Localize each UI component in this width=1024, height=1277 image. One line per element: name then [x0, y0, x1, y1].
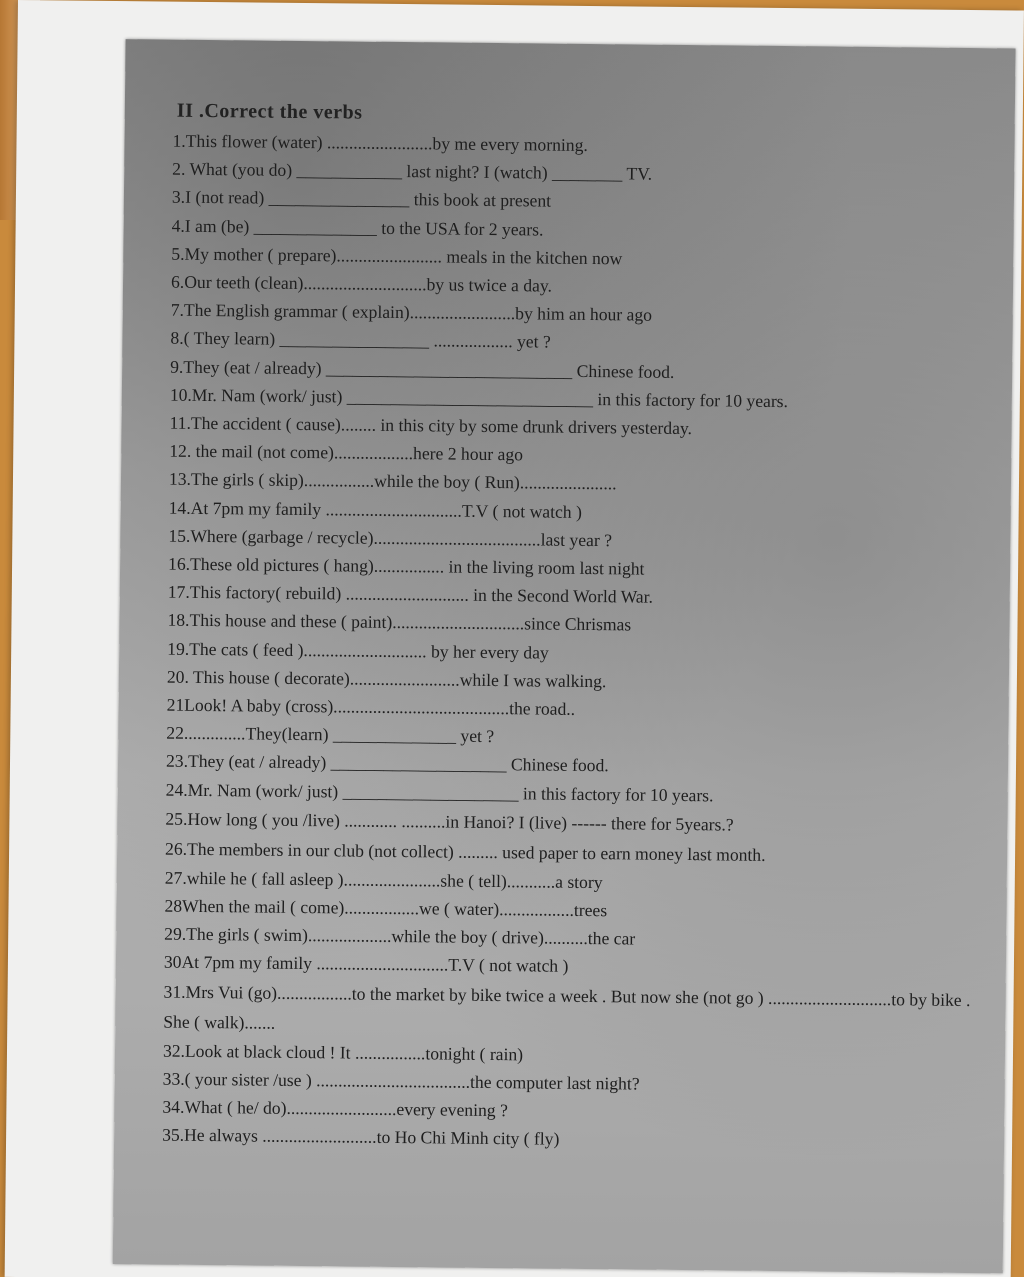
- exercise-item-21: 21Look! A baby (cross)........................................the road..: [166, 694, 576, 719]
- exercise-item-7: 7.The English grammar ( explain)........................by him an hour ago: [170, 299, 653, 325]
- exercise-item-16: 16.These old pictures ( hang)................ in the living room last night: [168, 553, 645, 579]
- exercise-item-15: 15.Where (garbage / recycle)......................................last year ?: [168, 525, 613, 551]
- exercise-item-34: 34.What ( he/ do).........................every evening ?: [162, 1096, 508, 1121]
- exercise-item-8: 8.( They learn) _________________ .................. yet ?: [170, 328, 551, 353]
- exercise-list: [162, 127, 1003, 1158]
- exercise-item-14: 14.At 7pm my family ...............................T.V ( not watch ): [168, 497, 583, 522]
- exercise-item-30: 30At 7pm my family ..............................T.V ( not watch ): [163, 952, 569, 977]
- exercise-item-27: 27.while he ( fall asleep )......................she ( tell)...........a story: [164, 867, 603, 893]
- exercise-item-13: 13.The girls ( skip)................while the boy ( Run)......................: [168, 469, 617, 494]
- exercise-item-24: 24.Mr. Nam (work/ just) ____________________ in this factory for 10 years.: [165, 779, 714, 805]
- exercise-item-22: 22..............They(learn) ______________ yet ?: [166, 722, 495, 747]
- exercise-item-33: 33.( your sister /use ) ...................................the computer last night?: [162, 1068, 640, 1094]
- exercise-item-19: 19.The cats ( feed )............................ by her every day: [167, 638, 549, 663]
- exercise-item-20: 20. This house ( decorate).........................while I was walking.: [166, 666, 607, 692]
- exercise-item-6: 6.Our teeth (clean)............................by us twice a day.: [170, 271, 553, 296]
- exercise-item-31: 31.Mrs Vui (go).................to the market by bike twice a week . But now she (not go ) ............................to by bike . She ( walk).......: [163, 981, 971, 1033]
- exercise-item-3: 3.I (not read) ________________ this book at present: [171, 187, 552, 211]
- section-title: II .Correct the verbs: [176, 99, 363, 124]
- exercise-item-23: 23.They (eat / already) ____________________ Chinese food.: [165, 751, 609, 776]
- exercise-item-4: 4.I am (be) ______________ to the USA for 2 years.: [171, 215, 544, 240]
- exercise-item-12: 12. the mail (not come)..................here 2 hour ago: [169, 440, 524, 465]
- worksheet: [113, 39, 1016, 1273]
- exercise-item-10: 10.Mr. Nam (work/ just) ____________________________ in this factory for 10 years.: [169, 384, 789, 411]
- worksheet-content: [162, 100, 1003, 1158]
- exercise-item-18: 18.This house and these ( paint)..............................since Chrismas: [167, 610, 632, 635]
- exercise-item-28: 28When the mail ( come).................we ( water).................trees: [164, 895, 608, 921]
- photo-paper: [5, 0, 1024, 1277]
- exercise-item-29: 29.The girls ( swim)...................while the boy ( drive)..........the car: [164, 923, 636, 949]
- exercise-item-32: 32.Look at black cloud ! It ................tonight ( rain): [162, 1040, 524, 1065]
- exercise-item-25: 25.How long ( you /live) ............ ..........in Hanoi? I (live) ------ there for 5years.?: [165, 808, 734, 835]
- exercise-item-9: 9.They (eat / already) ____________________________ Chinese food.: [170, 356, 675, 382]
- exercise-item-5: 5.My mother ( prepare)........................ meals in the kitchen now: [171, 243, 623, 269]
- exercise-item-1: 1.This flower (water) ........................by me every morning.: [172, 130, 588, 155]
- exercise-item-35: 35.He always ..........................to Ho Chi Minh city ( fly): [162, 1124, 560, 1150]
- exercise-item-26: 26.The members in our club (not collect) ......... used paper to earn money last month.: [165, 838, 766, 865]
- exercise-item-17: 17.This factory( rebuild) ............................ in the Second World War.: [167, 581, 654, 607]
- exercise-item-2: 2. What (you do) ____________ last night? I (watch) ________ TV.: [172, 158, 653, 184]
- exercise-item-11: 11.The accident ( cause)........ in this city by some drunk drivers yesterday.: [169, 412, 693, 439]
